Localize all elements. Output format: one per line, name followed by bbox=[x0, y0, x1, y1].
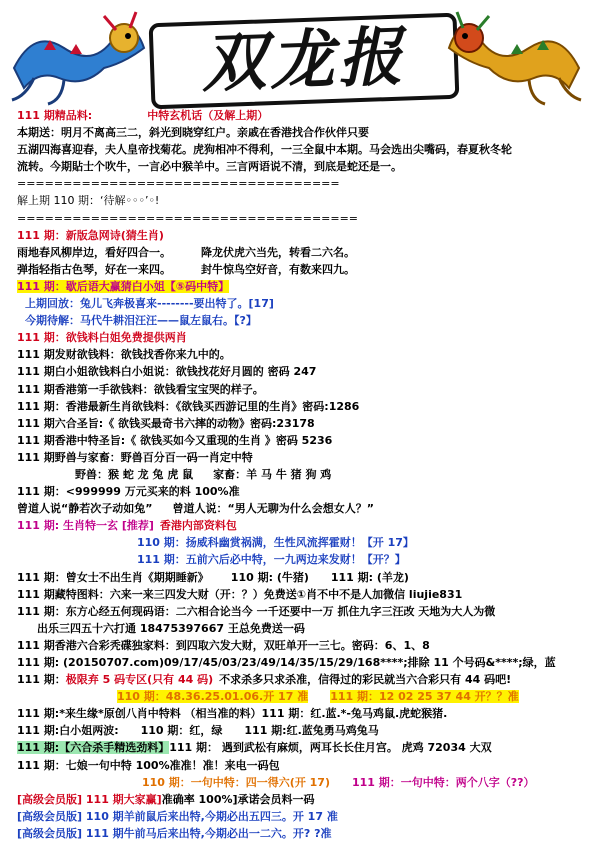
text-line: [高级会员版] 110 期羊前鼠后来出特,今期必出五四三。开 17 准 bbox=[17, 809, 338, 823]
text-line: [高级会员版] 111 期大家赢]准确率 100%]承诺会员料一码 bbox=[17, 792, 315, 806]
text-line: 110 期：扬威科幽赏祸满，生性风流挥霍财！【开 17】 bbox=[137, 536, 414, 550]
poem-line: 雨地春风柳岸边，看好四合一。 降龙伏虎六当先，转看二六名。 bbox=[17, 245, 355, 259]
text-line: 111 期：曾女士不出生肖《期期睡新》 110 期: (牛猪) 111 期: (羊龙) bbox=[17, 570, 409, 584]
text-line: 曾道人说“静若次子动如兔” 曾道人说：“男人无聊为什么会想女人？” bbox=[17, 502, 374, 516]
text-line: 111 期六合圣旨:《 欲钱买最奇书六摔的动物》密码:23178 bbox=[17, 416, 315, 430]
poem-line: 弹指轻指古色琴，好在一来四。 封牛惊鸟空好音，有数来四九。 bbox=[17, 262, 355, 276]
section-heading-shengxiao: 111 期: 生肖特一玄 [推荐] 香港内部资料包 bbox=[17, 519, 237, 533]
text-line: 111 期发财欲钱料：欲钱找香你来九中的。 bbox=[17, 348, 231, 362]
header bbox=[0, 0, 593, 110]
text-line: 上期回放：兔儿飞奔极喜来--------要出特了。[17] bbox=[25, 297, 274, 311]
text-line: 五湖四海喜迎春，夫人皇帝找菊花。虎狗相冲不得利，一三全鼠中本期。马会选出尖嘴码，春夏秋冬轮 bbox=[17, 143, 512, 157]
separator: ===================================== bbox=[17, 211, 359, 225]
text-line: 111 期：极限弃 5 码专区(只有 44 码) 不求杀多只求杀准，信得过的彩民就当六合彩只有 44 码吧! bbox=[17, 673, 512, 687]
text-line: 111 期:白小姐两波: 110 期：红，绿 111 期:红.蓝兔勇马鸡兔马 bbox=[17, 724, 379, 738]
section-heading-jingpin: 111 期精品料: 中特玄机话（及解上期） bbox=[17, 109, 269, 122]
text-line: 111 期: (20150707.com)09/17/45/03/23/49/14/35/15/29/168****;排除 11 个号码&****;绿，蓝 bbox=[17, 656, 556, 669]
section-heading-yuqian: 111 期：欲钱料白姐免费提供两肖 bbox=[17, 331, 187, 345]
text-line: 111 期白小姐欲钱料白小姐说：欲钱找花好月圆的 密码 247 bbox=[17, 365, 317, 379]
text-line: 110 期：一句中特：四一得六(开 17) 111 期：一句中特：两个八字（??） bbox=[142, 775, 535, 789]
page-title: 双龙报 bbox=[149, 13, 460, 110]
text-line: 111 期野兽与家畜：野兽百分百一码一肖定中特 bbox=[17, 450, 253, 464]
text-line: 111 期:*来生缘*原创八肖中特料 （相当准的料）111 期：红.蓝.*-兔马鸡鼠.虎蛇猴猪. bbox=[17, 707, 448, 721]
text-line: 本期送：明月不离高三二，斜光到晓穿红户。亲戚在香港找合作伙伴只要 bbox=[17, 126, 369, 140]
separator: =================================== bbox=[17, 177, 340, 191]
text-line: 111 期香港六合彩秃碟独家料：到四取六发大财，双旺单开一三七。密码：6、1、8 bbox=[17, 638, 430, 652]
text-line: 110 期：48.36.25.01.06.开 17 准 111 期：12 02 25 37 44 开？？准 bbox=[117, 690, 519, 704]
text-line: 111 期：五前六后必中特，一九两边来发财！【开？】 bbox=[137, 553, 406, 567]
content bbox=[17, 107, 582, 842]
text-line: 解上期 110 期：‘待解◦◦◦’◦! bbox=[17, 194, 160, 208]
text-line: 野兽：猴 蛇 龙 兔 虎 鼠 家畜：羊 马 牛 猪 狗 鸡 bbox=[75, 467, 332, 481]
text-line: 111 期香港中特圣旨:《 欲钱买如今又重现的生肖 》密码 5236 bbox=[17, 433, 333, 447]
text-line: 111 期：七娘一句中特 100%准准！准！来电一码包 bbox=[17, 758, 280, 772]
text-line: [高级会员版] 111 期牛前马后来出特,今期必出一二六。开? ?准 bbox=[17, 826, 332, 840]
text-line: 111 期藏特图料：六来一来三四发大财（开：？）免费送①肖不中不是人加微信 liujie831 bbox=[17, 587, 463, 601]
text-line: 111 期:【六合杀手精选劲料】111 期： 遇到武松有麻烦，两耳长长住月宫。 虎鸡 72034 大双 bbox=[17, 741, 492, 755]
text-line: 今期待解：马代牛耕泪汪汪——鼠左鼠右。【?】 bbox=[25, 314, 257, 328]
text-line: 流转。今期貼士个吹牛，一言必中猴羊中。三言两语说不清，到底是蛇还是一。 bbox=[17, 160, 402, 174]
text-line: 111 期：东方心经五何现码语：二六相合论当今 一千还要中一万 抓住九字三汪改 天地为大人为微 bbox=[17, 604, 496, 618]
section-heading-xiehouyu: 111 期：歇后语大赢猜白小姐【⑤码中特】 bbox=[17, 279, 230, 293]
text-line: 111 期香港第一手欲钱料：欲钱看宝宝哭的样子。 bbox=[17, 382, 264, 396]
dragon-left-icon bbox=[4, 8, 154, 108]
text-line: 111 期：<999999 万元买来的料 100%准 bbox=[17, 485, 240, 499]
dragon-right-icon bbox=[439, 8, 589, 108]
section-heading-poem: 111 期：新版急网诗(猜生肖) bbox=[17, 228, 164, 242]
text-line: 出乐三四五十六打通 18475397667 王总免费送一码 bbox=[37, 621, 305, 635]
text-line: 111 期：香港最新生肖欲钱料：《欲钱买西游记里的生肖》密码:1286 bbox=[17, 399, 360, 413]
